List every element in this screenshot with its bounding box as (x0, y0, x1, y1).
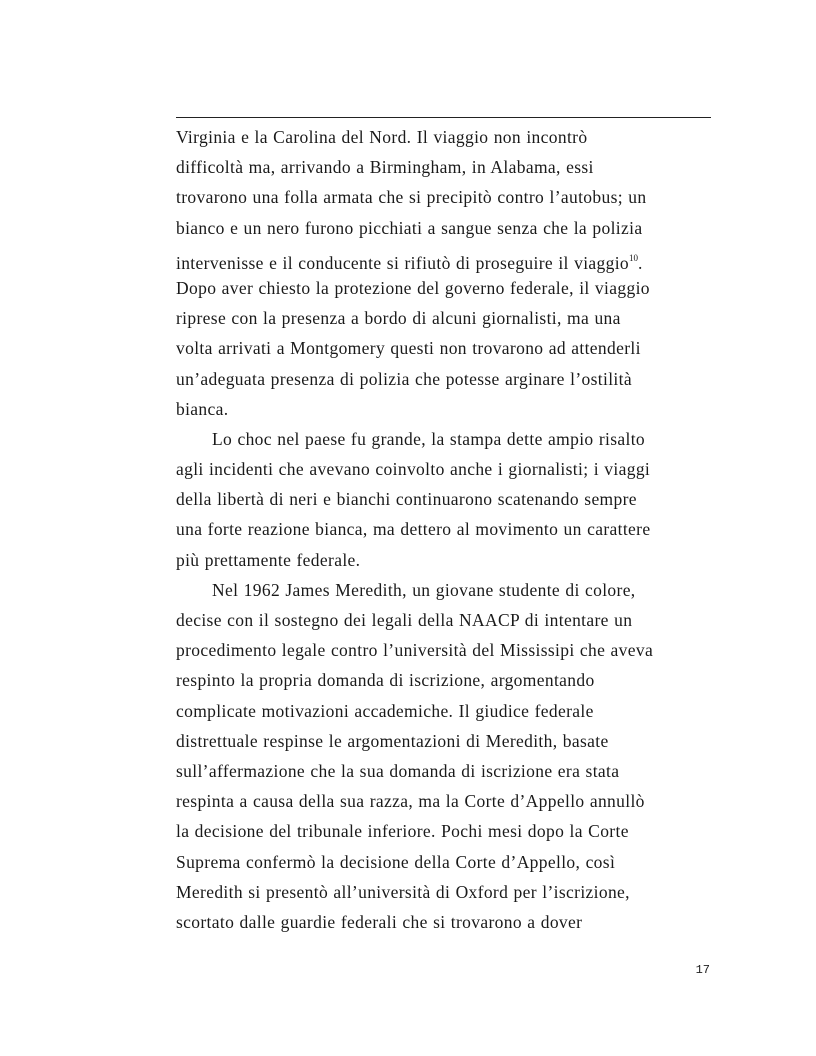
text-line: riprese con la presenza a bordo di alcuni giornalisti, ma una (176, 308, 621, 329)
text-line: Meredith si presentò all’università di Oxford per l’iscrizione, (176, 881, 630, 902)
text-line: procedimento legale contro l’università del Mississipi che aveva (176, 640, 654, 661)
text-line: bianco e un nero furono picchiati a sangue senza che la polizia (176, 217, 643, 238)
text-line: complicate motivazioni accademiche. Il giudice federale (176, 700, 594, 721)
text-line: più prettamente federale. (176, 549, 361, 570)
text-line: Virginia e la Carolina del Nord. Il viaggio non incontrò (176, 127, 588, 147)
text-line: bianca. (176, 398, 229, 419)
text-line: Dopo aver chiesto la protezione del governo federale, il viaggio (176, 277, 650, 298)
text-line: respinta a causa della sua razza, ma la Corte d’Appello annullò (176, 791, 645, 812)
paragraph-start-line: Nel 1962 James Meredith, un giovane studente di colore, (212, 579, 636, 600)
body-text (176, 122, 716, 937)
page-number: 17 (695, 963, 710, 977)
text-line: agli incidenti che avevano coinvolto anche i giornalisti; i viaggi (176, 459, 651, 480)
text-line: distrettuale respinse le argomentazioni di Meredith, basate (176, 730, 609, 751)
text-line: volta arrivati a Montgomery questi non trovarono ad attenderli (176, 338, 641, 359)
header-rule (176, 117, 711, 118)
text-line: Suprema confermò la decisione della Corte d’Appello, così (176, 851, 616, 872)
text-line: respinto la propria domanda di iscrizione, argomentando (176, 670, 595, 691)
text-line: decise con il sostegno dei legali della NAACP di intentare un (176, 610, 633, 630)
footnote-trailing-period: . (638, 252, 643, 273)
text-line: un’adeguata presenza di polizia che potesse arginare l’ostilità (176, 368, 632, 389)
text-line-content: intervenisse e il conducente si rifiutò di proseguire il viaggio (176, 252, 630, 273)
text-line: della libertà di neri e bianchi continuarono scatenando sempre (176, 489, 637, 510)
text-line: scortato dalle guardie federali che si trovarono a dover (176, 911, 583, 932)
footnote-reference[interactable]: 10 (629, 252, 639, 263)
text-line: difficoltà ma, arrivando a Birmingham, in Alabama, essi (176, 157, 594, 178)
text-line: trovarono una folla armata che si precipitò contro l’autobus; un (176, 187, 647, 208)
text-line: una forte reazione bianca, ma dettero al movimento un carattere (176, 519, 651, 540)
text-line: sull’affermazione che la sua domanda di iscrizione era stata (176, 760, 620, 781)
text-line: la decisione del tribunale inferiore. Pochi mesi dopo la Corte (176, 821, 629, 842)
text-line (176, 243, 716, 273)
paragraph-start-line: Lo choc nel paese fu grande, la stampa dette ampio risalto (212, 428, 646, 449)
